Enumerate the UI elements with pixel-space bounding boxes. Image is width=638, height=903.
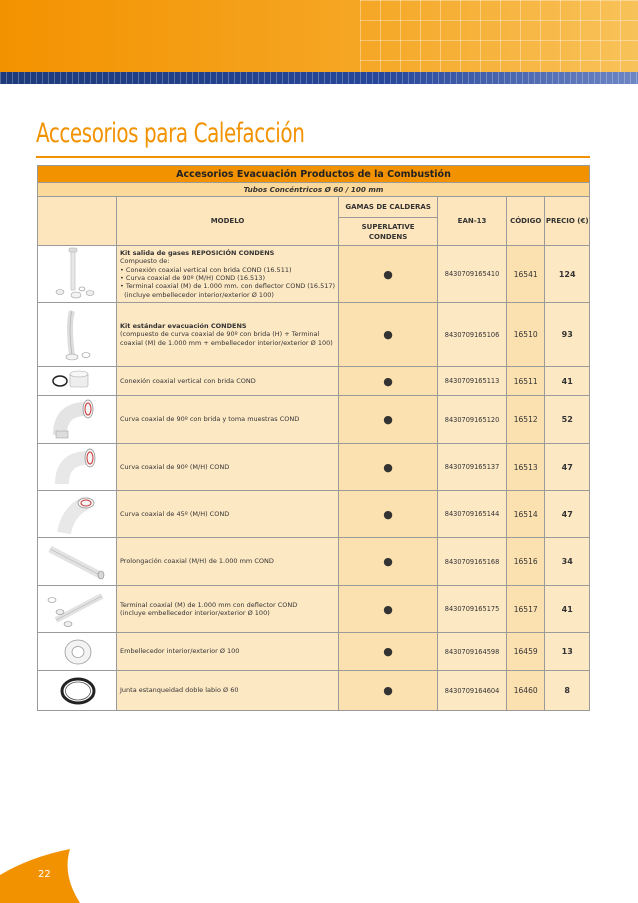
- row-description-line: • Terminal coaxial (M) de 1.000 mm. con deflector COND (16.517): [120, 282, 336, 291]
- row-precio: 41: [545, 367, 590, 396]
- embellecedor-image: [38, 633, 117, 671]
- accessories-table: [37, 165, 590, 711]
- row-description-line: (compuesto de curva coaxial de 90º con brida (H) + Terminal: [120, 330, 320, 339]
- availability-dot: ●: [339, 538, 438, 586]
- row-precio: 8: [545, 671, 590, 711]
- row-ean: 8430709165410: [438, 246, 507, 303]
- row-codigo: 16510: [506, 303, 545, 367]
- row-codigo: 16513: [506, 444, 545, 491]
- row-precio: 13: [545, 633, 590, 671]
- row-title: Kit estándar evacuación CONDENS: [120, 321, 247, 330]
- row-precio: 41: [545, 586, 590, 633]
- row-description: [117, 246, 339, 303]
- page-number: 22: [38, 869, 51, 880]
- row-description-line: (incluye embellecedor interior/exterior Ø 100): [120, 609, 270, 617]
- row-codigo: 16459: [506, 633, 545, 671]
- row-ean: 8430709165175: [438, 586, 507, 633]
- table-row: [38, 444, 590, 491]
- curva-90-image: [38, 444, 117, 491]
- row-ean: 8430709165137: [438, 444, 507, 491]
- availability-dot: ●: [339, 633, 438, 671]
- row-description-line: • Conexión coaxial vertical con brida COND (16.511): [120, 265, 292, 274]
- curva-toma-muestras-image: [38, 396, 117, 444]
- row-description: [117, 303, 339, 367]
- availability-dot: ●: [339, 491, 438, 538]
- table-row: [38, 396, 590, 444]
- row-description-line: Embellecedor interior/exterior Ø 100: [120, 647, 240, 656]
- table-row: [38, 633, 590, 671]
- row-description-line: coaxial (M) de 1.000 mm + embellecedor interior/exterior Ø 100): [120, 338, 333, 347]
- row-codigo: 16541: [506, 246, 545, 303]
- header-precio: PRECIO (€): [545, 197, 590, 246]
- row-description-line: Conexión coaxial vertical con brida COND: [120, 376, 256, 385]
- row-description: [117, 671, 339, 711]
- junta-image: [38, 671, 117, 711]
- row-codigo: 16460: [506, 671, 545, 711]
- header-modelo: MODELO: [117, 197, 339, 246]
- row-ean: 8430709164598: [438, 633, 507, 671]
- table-row: [38, 367, 590, 396]
- row-description: [117, 367, 339, 396]
- kit-reposicion-image: [38, 246, 117, 303]
- title-rule: [36, 156, 590, 158]
- table-row: [38, 586, 590, 633]
- conexion-vertical-image: [38, 367, 117, 396]
- row-ean: 8430709164604: [438, 671, 507, 711]
- row-ean: 8430709165168: [438, 538, 507, 586]
- row-codigo: 16511: [506, 367, 545, 396]
- table-header-sub: Tubos Concéntricos Ø 60 / 100 mm: [38, 183, 590, 197]
- availability-dot: ●: [339, 367, 438, 396]
- row-description: [117, 538, 339, 586]
- table-row: [38, 538, 590, 586]
- header-codigo: CÓDIGO: [506, 197, 545, 246]
- row-description-line: Junta estanqueidad doble labio Ø 60: [120, 686, 239, 695]
- row-codigo: 16512: [506, 396, 545, 444]
- header-image-cell: [38, 197, 117, 246]
- terminal-coaxial-image: [38, 586, 117, 633]
- availability-dot: ●: [339, 246, 438, 303]
- row-precio: 34: [545, 538, 590, 586]
- table-row: [38, 246, 590, 303]
- availability-dot: ●: [339, 303, 438, 367]
- row-ean: 8430709165113: [438, 367, 507, 396]
- availability-dot: ●: [339, 444, 438, 491]
- row-ean: 8430709165144: [438, 491, 507, 538]
- row-description: [117, 491, 339, 538]
- table-row: [38, 303, 590, 367]
- prolongacion-image: [38, 538, 117, 586]
- availability-dot: ●: [339, 671, 438, 711]
- header-ean: EAN-13: [438, 197, 507, 246]
- table-row: [38, 671, 590, 711]
- row-title: Kit salida de gases REPOSICIÓN CONDENS: [120, 248, 275, 257]
- row-description-line: Terminal coaxial (M) de 1.000 mm con deflector COND: [120, 600, 298, 609]
- row-description-line: Compuesto de:: [120, 257, 170, 266]
- row-description-line: Curva coaxial de 45º (M/H) COND: [120, 509, 230, 518]
- row-description: [117, 396, 339, 444]
- row-precio: 124: [545, 246, 590, 303]
- row-precio: 52: [545, 396, 590, 444]
- row-description: [117, 444, 339, 491]
- table-header-main: Accesorios Evacuación Productos de la Combustión: [38, 166, 590, 183]
- row-description-line: Prolongación coaxial (M/H) de 1.000 mm COND: [120, 557, 274, 566]
- row-codigo: 16517: [506, 586, 545, 633]
- row-ean: 8430709165106: [438, 303, 507, 367]
- row-description-line: • Curva coaxial de 90º (M/H) COND (16.513): [120, 274, 265, 282]
- header-gamas: GAMAS DE CALDERAS: [339, 197, 438, 218]
- row-codigo: 16516: [506, 538, 545, 586]
- table-row: [38, 491, 590, 538]
- availability-dot: ●: [339, 396, 438, 444]
- row-description-line: Curva coaxial de 90º con brida y toma muestras COND: [120, 415, 300, 424]
- row-precio: 93: [545, 303, 590, 367]
- banner-grid-pattern: [360, 0, 638, 72]
- row-ean: 8430709165120: [438, 396, 507, 444]
- row-description: [117, 633, 339, 671]
- row-precio: 47: [545, 444, 590, 491]
- availability-dot: ●: [339, 586, 438, 633]
- page-title: Accesorios para Calefacción: [36, 118, 305, 149]
- row-codigo: 16514: [506, 491, 545, 538]
- curva-45-image: [38, 491, 117, 538]
- row-description-line: (incluye embellecedor interior/exterior Ø 100): [120, 290, 274, 299]
- kit-estandar-image: [38, 303, 117, 367]
- row-description: [117, 586, 339, 633]
- header-superlative: SUPERLATIVE CONDENS: [339, 218, 438, 246]
- banner-stripe-pattern: [0, 72, 638, 84]
- row-precio: 47: [545, 491, 590, 538]
- row-description-line: Curva coaxial de 90º (M/H) COND: [120, 462, 230, 471]
